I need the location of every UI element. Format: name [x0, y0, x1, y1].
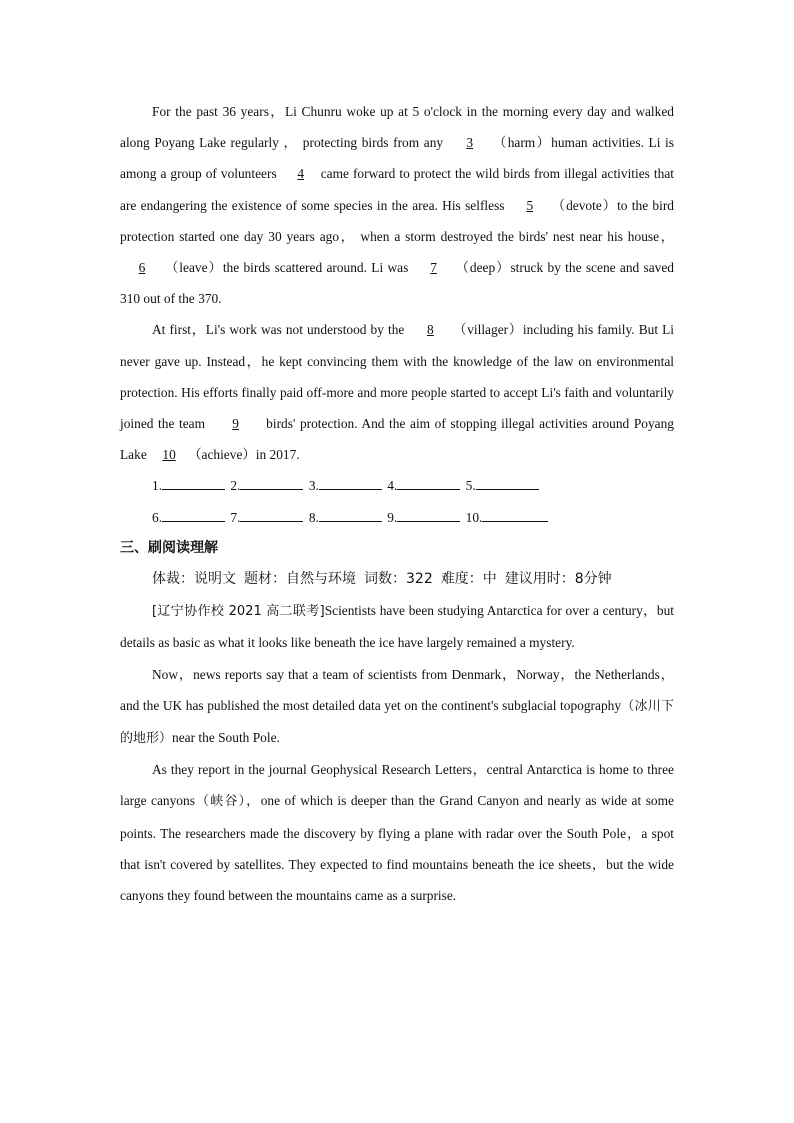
time-label: 建议用时：8分钟	[504, 571, 612, 588]
answer-item: 5.	[466, 470, 539, 501]
answer-line	[162, 479, 225, 490]
answer-line	[397, 511, 460, 522]
chinese-gloss: （峡谷）	[194, 794, 247, 810]
source-tag: [辽宁协作校 2021 高二联考]	[152, 604, 325, 620]
text-segment: Scientists have been studying Antarctica for over a century，but details as basic as what it looks like beneath the ice have largely remained a mystery.	[120, 603, 674, 651]
answer-item: 4.	[387, 470, 460, 501]
topic-label: 题材：自然与环境	[244, 571, 356, 588]
text-segment: Now，news reports say that a team of scientists from Denmark，Norway，the Netherlands， and the UK has published the most detailed data yet on the continent's subglacial topography	[120, 666, 674, 713]
answer-line	[240, 479, 303, 490]
text-segment: At first，Li's work was not understood by the	[152, 322, 409, 338]
answer-item: 8.	[309, 502, 382, 533]
text-segment: （harm）human activities. Li is among a group of volunteers	[120, 135, 674, 182]
answer-item: 3.	[309, 470, 382, 501]
text-segment: （devote）to the bird protection started one day 30 years ago， when a storm destroyed the birds' nest near his house，	[120, 197, 675, 244]
answer-row-1	[120, 470, 674, 501]
text-segment: As they report in the journal Geophysical Research Letters，central Antarctica is home to three large canyons	[120, 762, 674, 809]
document-page	[120, 96, 674, 911]
blank-8: 8	[427, 322, 434, 338]
blank-5: 5	[526, 197, 534, 213]
answer-item: 10.	[466, 502, 549, 533]
text-segment: （leave）the birds scattered around. Li was	[164, 260, 413, 276]
passage2-paragraph3	[120, 754, 674, 911]
reading-meta	[120, 564, 674, 595]
answer-row-2	[120, 502, 674, 533]
passage2-paragraph2	[120, 659, 674, 755]
text-segment: （achieve）in 2017.	[188, 447, 300, 463]
blank-4: 4	[297, 166, 305, 182]
answer-item: 1.	[152, 470, 225, 501]
blank-3: 3	[466, 135, 474, 151]
answer-item: 9.	[387, 502, 460, 533]
answer-line	[319, 511, 382, 522]
text-segment: near the South Pole.	[172, 730, 280, 746]
blank-9: 9	[232, 416, 239, 432]
answer-item: 6.	[152, 502, 225, 533]
passage1-paragraph2	[120, 314, 674, 470]
section-title: 三、刷阅读理解	[120, 539, 218, 556]
passage1-paragraph1	[120, 96, 674, 314]
chinese-gloss: （冰川下的地形）	[120, 698, 674, 747]
text-segment: ，one of which is deeper than the Grand Canyon and nearly as wide at some points. The researchers made the discovery by flying a plane with radar over the South Pole，a spot that isn't covered by satellites. They expected to find mountains beneath the ice sheets，but the wide canyons they found between the mountains came as a surprise.	[120, 793, 674, 904]
answer-line	[319, 479, 382, 490]
word-count-label: 词数：322	[364, 571, 433, 588]
answer-line	[397, 479, 460, 490]
text-segment: For the past 36 years，Li Chunru woke up at 5 o'clock in the morning every day and walked along Poyang Lake regularly ， protecting birds from any	[120, 104, 674, 151]
blank-6: 6	[138, 260, 146, 276]
genre-label: 体裁：说明文	[152, 571, 236, 588]
blank-10: 10	[162, 447, 176, 463]
text-segment: （deep）struck by the scene and saved 310 out of the 370.	[120, 260, 674, 307]
text-segment: came forward to protect the wild birds from illegal activities that are endangering the existence of some species in the area. His selfless	[120, 166, 674, 213]
answer-line	[240, 511, 303, 522]
answer-item: 7.	[230, 502, 303, 533]
answer-line	[482, 511, 548, 522]
answer-line	[476, 479, 539, 490]
blank-7: 7	[430, 260, 437, 276]
passage2-paragraph1	[120, 595, 674, 658]
difficulty-label: 难度：中	[440, 571, 497, 588]
text-segment: （villager）including his family. But Li never gave up. Instead，he kept convincing them with the knowledge of the law on environmental protection. His efforts finally paid off-more and more people started to accept Li's faith and voluntarily joined the team	[120, 322, 674, 432]
text-segment: birds' protection. And the aim of stopping illegal activities around Poyang Lake	[120, 416, 674, 463]
answer-line	[162, 511, 225, 522]
answer-item: 2.	[230, 470, 303, 501]
